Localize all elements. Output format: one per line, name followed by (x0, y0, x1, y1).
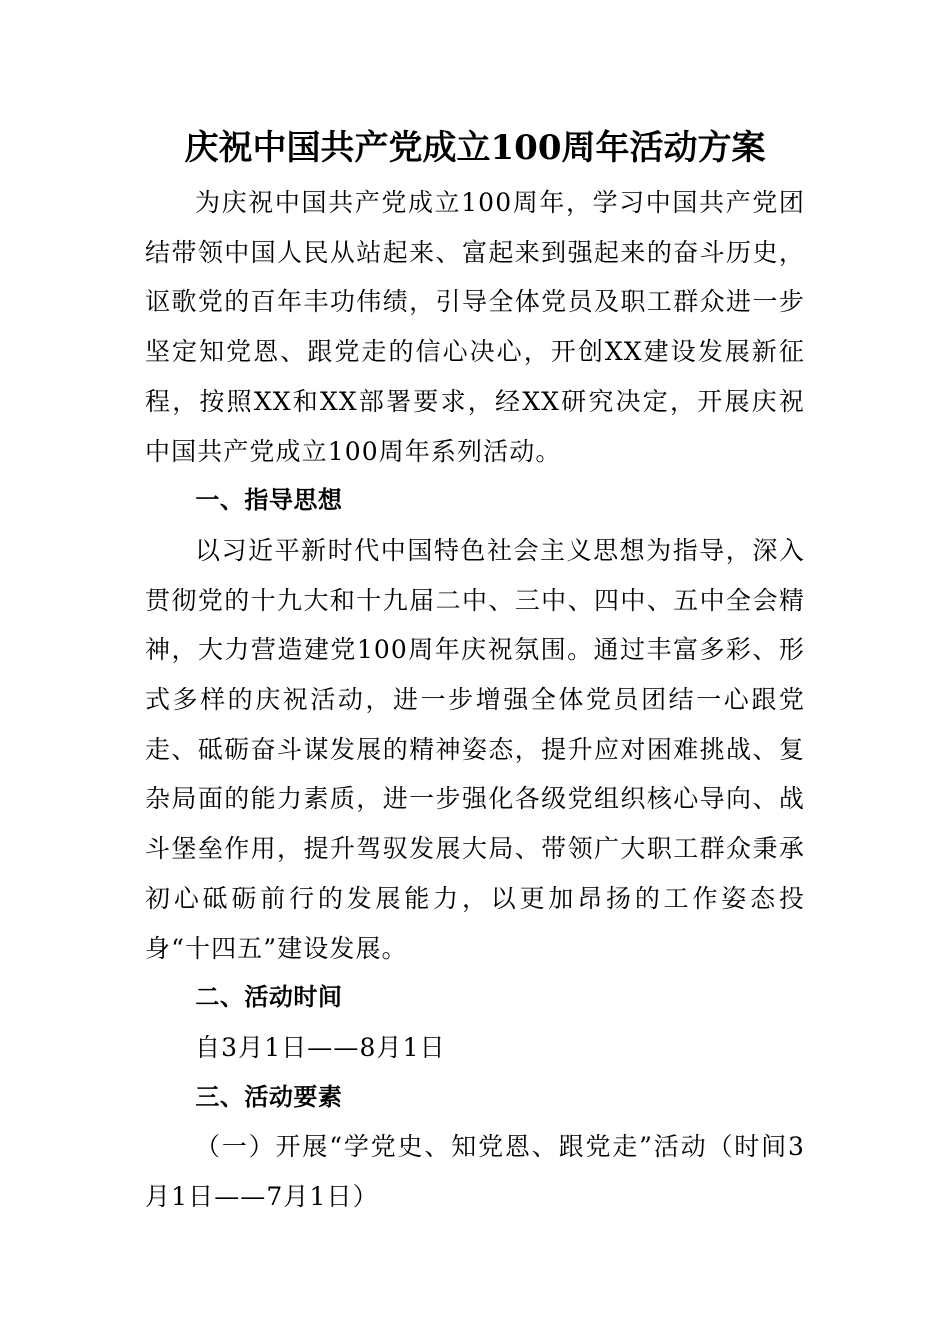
intro-paragraph: 为庆祝中国共产党成立100周年，学习中国共产党团结带领中国人民从站起来、富起来到强起来的奋斗历史，讴歌党的百年丰功伟绩，引导全体党员及职工群众进一步坚定知党恩、跟党走的信心决心，开创XX建设发展新征程，按照XX和XX部署要求，经XX研究决定，开展庆祝中国共产党成立100周年系列活动。 (145, 188, 805, 466)
document-title: 庆祝中国共产党成立100周年活动方案 (184, 128, 766, 168)
section-body: （一）开展“学党史、知党恩、跟党走”活动（时间3月1日——7月1日） (145, 1132, 805, 1212)
section-body: 自3月1日——8月1日 (195, 1032, 446, 1062)
section-guiding-ideology (145, 476, 805, 973)
section-heading: 三、活动要素 (195, 1082, 343, 1111)
section-heading: 一、指导思想 (195, 486, 343, 515)
section-activity-elements (145, 1073, 805, 1222)
section-activity-time (145, 973, 805, 1072)
section-heading: 二、活动时间 (195, 983, 343, 1012)
section-body: 以习近平新时代中国特色社会主义思想为指导，深入贯彻党的十九大和十九届二中、三中、四中、五中全会精神，大力营造建党100周年庆祝氛围。通过丰富多彩、形式多样的庆祝活动，进一步增强全体党员团结一心跟党走、砥砺奋斗谋发展的精神姿态，提升应对困难挑战、复杂局面的能力素质，进一步强化各级党组织核心导向、战斗堡垒作用，提升驾驭发展大局、带领广大职工群众秉承初心砥砺前行的发展能力，以更加昂扬的工作姿态投身“十四五”建设发展。 (145, 535, 805, 963)
document-page (145, 118, 805, 1222)
